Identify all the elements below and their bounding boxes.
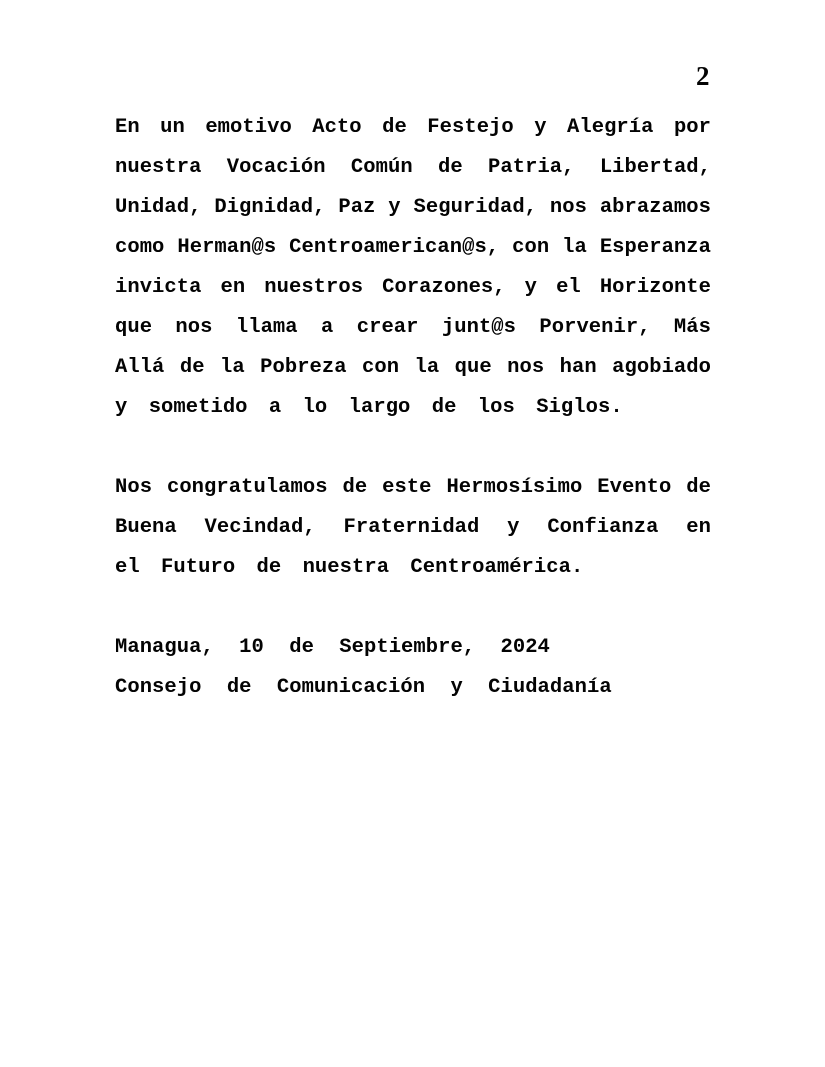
text-line: invicta en nuestros Corazones, y el Horizonte: [115, 276, 711, 299]
text-line: que nos llama a crear junt@s Porvenir, Más: [115, 316, 711, 339]
text-line: Unidad, Dignidad, Paz y Seguridad, nos abrazamos: [115, 196, 711, 219]
text-line: y sometido a lo largo de los Siglos.: [115, 396, 623, 419]
page-number: 2: [696, 61, 710, 91]
text-line: nuestra Vocación Común de Patria, Libertad,: [115, 156, 711, 179]
text-line: como Herman@s Centroamerican@s, con la Esperanza: [115, 236, 711, 259]
document-body: [115, 108, 711, 708]
text-line: Nos congratulamos de este Hermosísimo Evento de: [115, 476, 711, 499]
text-line: Allá de la Pobreza con la que nos han agobiado: [115, 356, 711, 379]
paragraph-2: [115, 468, 711, 588]
paragraph-1: [115, 108, 711, 428]
text-line: el Futuro de nuestra Centroamérica.: [115, 556, 584, 579]
text-line: En un emotivo Acto de Festejo y Alegría por: [115, 116, 711, 139]
signature-block: [115, 628, 711, 708]
text-line: Buena Vecindad, Fraternidad y Confianza en: [115, 516, 711, 539]
byline: Consejo de Comunicación y Ciudadanía: [115, 676, 612, 699]
dateline: Managua, 10 de Septiembre, 2024: [115, 636, 550, 659]
